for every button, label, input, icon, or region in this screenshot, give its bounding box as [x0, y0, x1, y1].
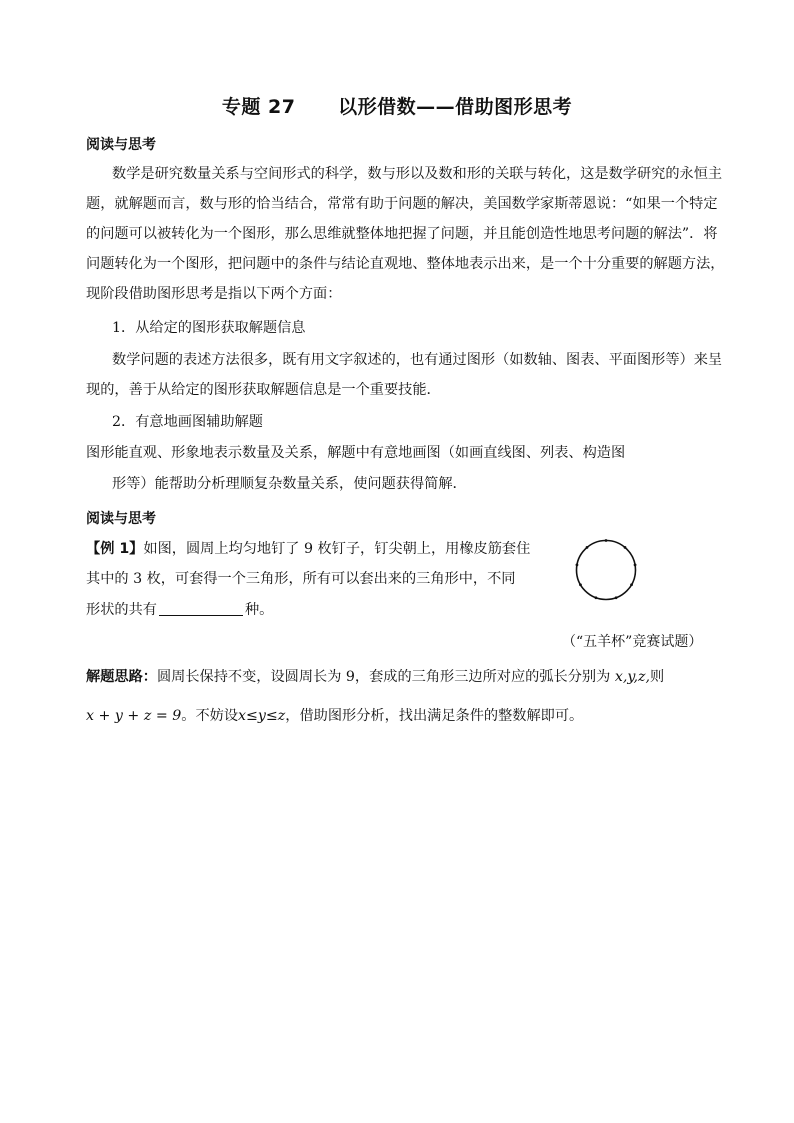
nail-point: [586, 546, 589, 549]
section-heading-reading: 阅读与思考: [86, 137, 156, 153]
para1-line-3: 的问题可以被转化为一个图形，那么思维就整体地把握了问题，并且能创造性地思考问题的解法”．将: [86, 226, 718, 242]
para1-line-5: 现阶段借助图形思考是指以下两个方面：: [86, 286, 342, 302]
para1-line-2: 题，就解题而言，数与形的恰当结合，常常有助于问题的解决，美国数学家斯蒂恩说：“如果一个特定: [86, 196, 718, 212]
example-text-3a: 形状的共有: [86, 602, 157, 618]
solution-inequality: x≤y≤z: [238, 708, 286, 724]
point2-line-2: 形等）能帮助分析理顺复杂数量关系，使问题获得简解．: [112, 476, 467, 492]
circle-outline: [577, 541, 636, 600]
solution-vars: x,y,z,: [614, 669, 650, 685]
nail-point: [615, 596, 618, 599]
nail-point: [605, 539, 608, 542]
solution-text-3: ，借助图形分析，找出满足条件的整数解即可。: [285, 708, 584, 724]
point1-title: 1．从给定的图形获取解题信息: [112, 320, 306, 336]
solution-text-2: 。不妨设: [181, 708, 239, 724]
nail-circle-figure: [574, 538, 638, 602]
answer-blank[interactable]: [159, 601, 243, 616]
para1-line-1: 数学是研究数量关系与空间形式的科学，数与形以及数和形的关联与转化，这是数学研究的永恒主: [112, 166, 723, 182]
solution-line-1: [86, 667, 664, 687]
nail-point: [579, 583, 582, 586]
point2-title: 2．有意地画图辅助解题: [112, 414, 263, 430]
example-label: 【例 1】: [86, 541, 144, 557]
circle-diagram: [574, 538, 638, 602]
point2-line-1: 图形能直观、形象地表示数量及关系，解题中有意地画图（如画直线图、列表、构造图: [86, 445, 626, 461]
nail-point: [630, 583, 633, 586]
para1-line-4: 问题转化为一个图形，把问题中的条件与结论直观地、整体地表示出来，是一个十分重要的解题方法，: [86, 256, 725, 272]
solution-text-1: 圆周长保持不变，设圆周长为 9，套成的三角形三边所对应的弧长分别为: [156, 669, 611, 685]
example-text-3b: 种。: [244, 602, 274, 618]
nail-point: [595, 596, 598, 599]
solution-line-2: [86, 706, 583, 726]
source-note: （“五羊杯”竞赛试题）: [562, 634, 703, 650]
solution-label: 解题思路：: [86, 669, 157, 685]
example-line-3: [86, 600, 273, 620]
solution-then: 则: [649, 669, 665, 685]
example-line-2: 其中的 3 枚，可套得一个三角形，所有可以套出来的三角形中，不同: [86, 571, 516, 587]
point1-line-1: 数学问题的表述方法很多，既有用文字叙述的，也有通过图形（如数轴、图表、平面图形等）来呈: [112, 352, 723, 368]
example-text-1: 如图，圆周上均匀地钉了 9 枚钉子，钉尖朝上，用橡皮筋套住: [143, 541, 531, 557]
point1-line-2: 现的，善于从给定的图形获取解题信息是一个重要技能．: [86, 382, 441, 398]
solution-equation: x + y + z = 9: [86, 708, 182, 724]
example-line-1: [86, 539, 530, 559]
section-heading-reading-2: 阅读与思考: [86, 511, 156, 527]
page-title: 专题 27 以形借数——借助图形思考: [221, 96, 573, 118]
nail-point: [624, 546, 627, 549]
nail-point: [634, 563, 637, 566]
nail-point: [576, 563, 579, 566]
